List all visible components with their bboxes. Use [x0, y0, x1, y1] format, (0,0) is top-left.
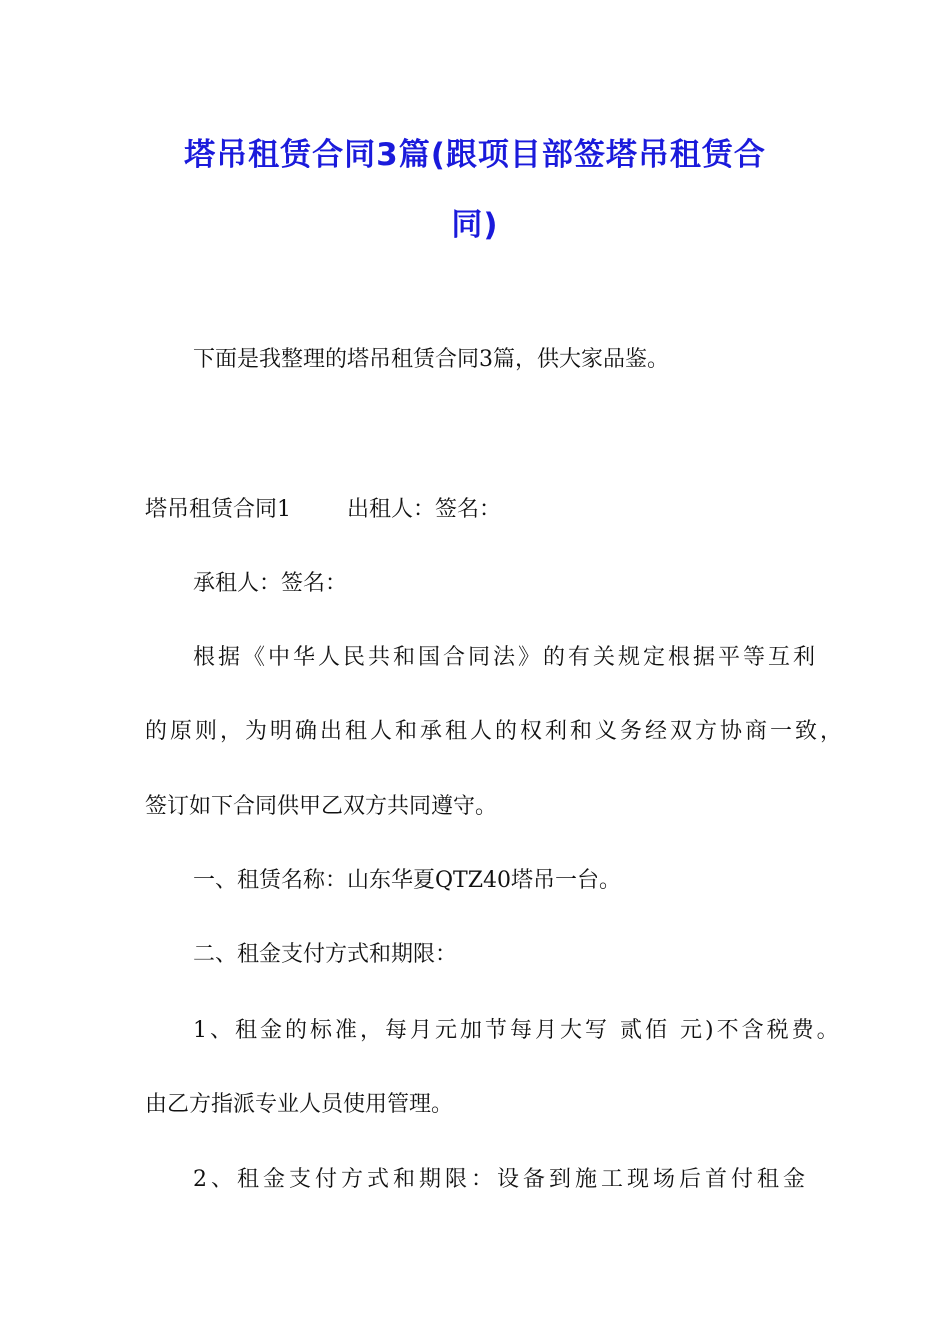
basis-paragraph-line-2: 的原则，为明确出租人和承租人的权利和义务经双方协商一致，: [145, 719, 846, 744]
clause-2-1-line-2: 由乙方指派专业人员使用管理。: [145, 1092, 454, 1117]
basis-paragraph-line-3: 签订如下合同供甲乙双方共同遵守。: [145, 794, 498, 819]
lessor-signature: 出租人：签名：: [347, 497, 502, 522]
document-title-line-2: 同): [451, 207, 499, 243]
contract1-heading: 塔吊租赁合同1: [145, 497, 291, 522]
clause-2-2-line-1: 2、租金支付方式和期限：设备到施工现场后首付租金: [193, 1167, 809, 1192]
document-title-line-1: 塔吊租赁合同3篇(跟项目部签塔吊租赁合: [184, 137, 766, 173]
clause-2-1-line-1: 1、租金的标准，每月元加节每月大写 贰佰 元)不含税费。: [193, 1018, 842, 1043]
clause-2: 二、租金支付方式和期限：: [193, 942, 458, 967]
contract1-heading-line: [145, 495, 501, 525]
lessee-signature: 承租人：签名：: [193, 571, 348, 596]
clause-1: 一、租赁名称：山东华夏QTZ40塔吊一台。: [193, 868, 621, 893]
intro-paragraph: 下面是我整理的塔吊租赁合同3篇，供大家品鉴。: [193, 347, 669, 372]
basis-paragraph-line-1: 根据《中华人民共和国合同法》的有关规定根据平等互利: [193, 645, 819, 670]
